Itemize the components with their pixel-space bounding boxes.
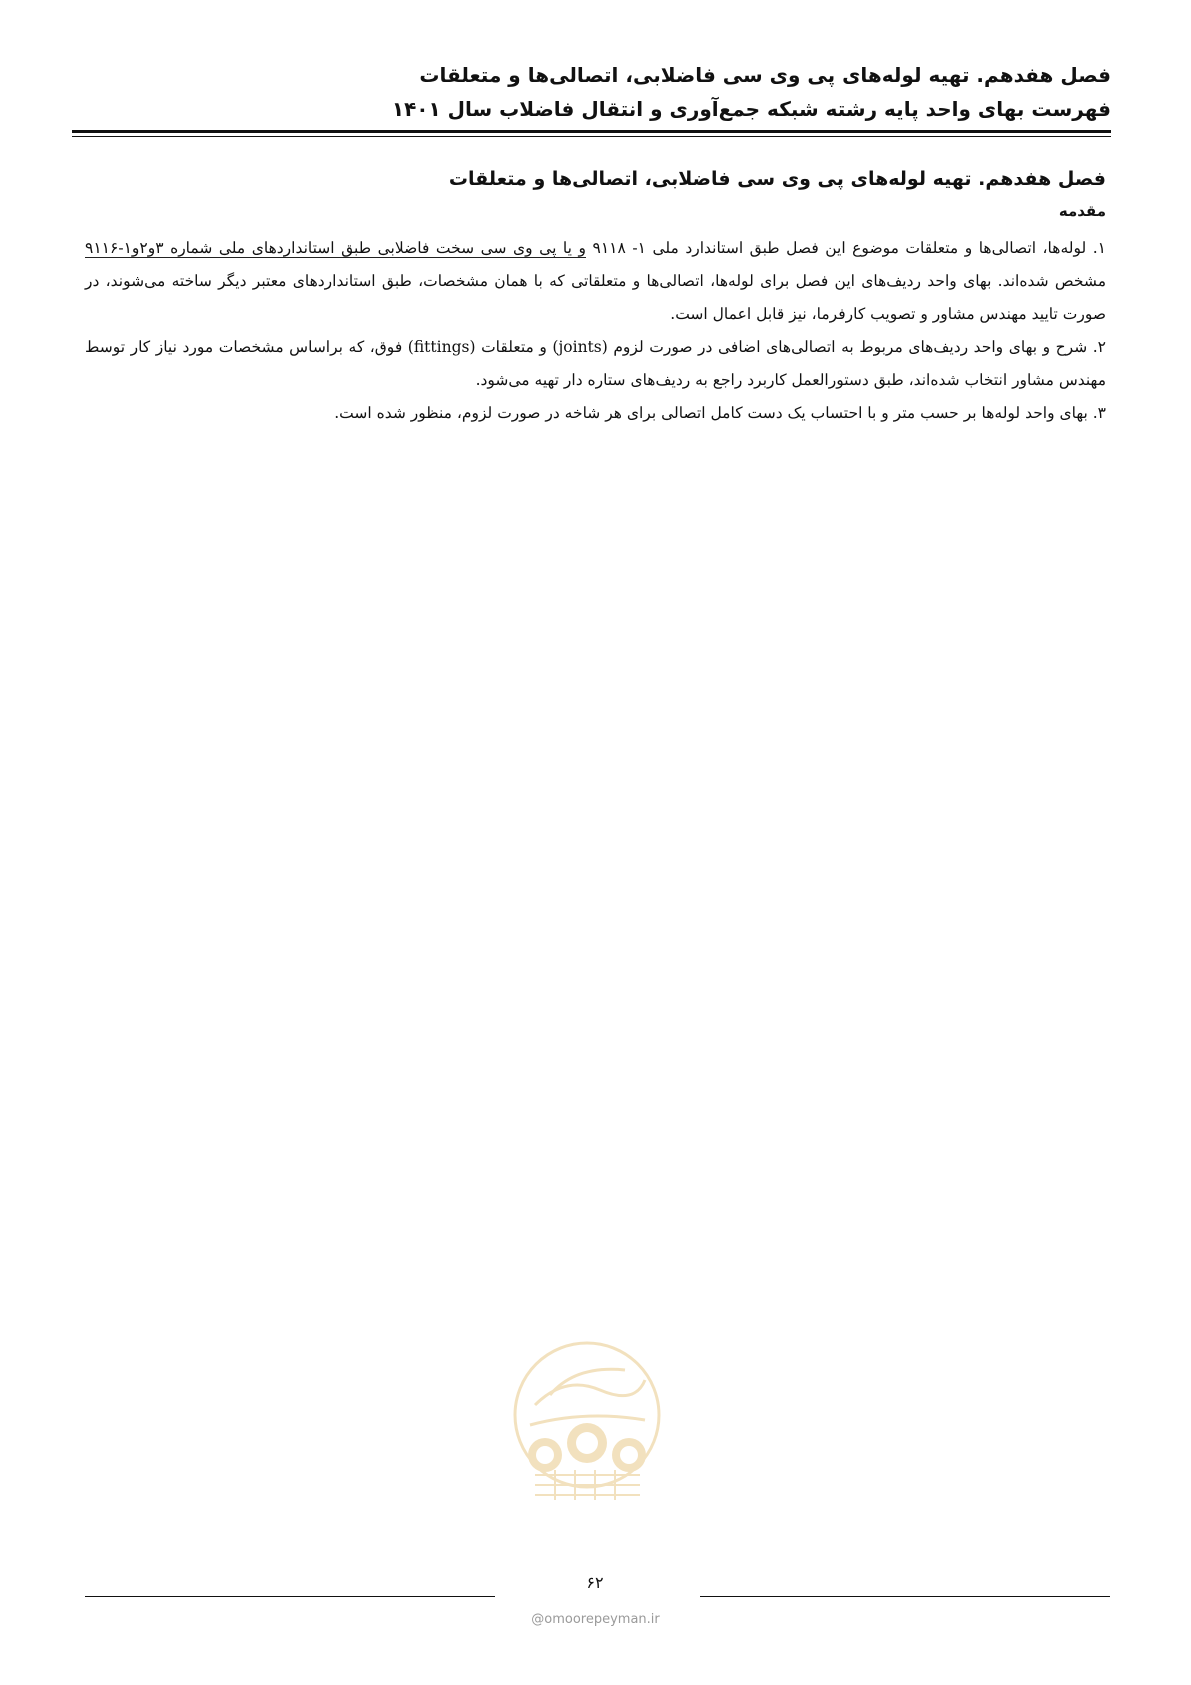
document-body xyxy=(85,162,1106,430)
paragraph-1-underlined: و یا پی وی سی سخت فاضلابی طبق استانداردهای ملی شماره ۳و۲و۱-۹۱۱۶ xyxy=(85,239,586,257)
site-credit: @omoorepeyman.ir xyxy=(531,1612,660,1627)
watermark-logo-icon xyxy=(505,1335,670,1505)
header-divider-thin xyxy=(72,136,1111,137)
subsection-title: مقدمه xyxy=(1058,202,1106,220)
footer-divider-left xyxy=(85,1596,495,1597)
header-document-title: فهرست بهای واحد پایه رشته شبکه جمع‌آوری و انتقال فاضلاب سال ۱۴۰۱ xyxy=(391,97,1111,121)
footer-divider-right xyxy=(700,1596,1110,1597)
paragraph-2: ۲. شرح و بهای واحد ردیف‌های مربوط به اتصالی‌های اضافی در صورت لزوم (joints) و متعلقات (fittings) فوق، که براساس مشخصات مورد نیاز کار توسط مهندس مشاور انتخاب شده‌اند، طبق دستورالعمل کاربرد راجع به ردیف‌های ستاره دار تهیه می‌شود. xyxy=(85,338,1106,389)
page-number: ۶۲ xyxy=(586,1573,604,1592)
page-header xyxy=(72,58,1111,126)
paragraph-1-part-c: مشخص شده‌اند. بهای واحد ردیف‌های این فصل برای لوله‌ها، اتصالی‌ها و متعلقاتی که با همان مشخصات، طبق استانداردهای معتبر دیگر ساخته می‌شوند، در صورت تایید مهندس مشاور و تصویب کارفرما، نیز قابل اعمال است. xyxy=(85,272,1106,323)
section-title: فصل هفدهم. تهیه لوله‌های پی وی سی فاضلابی، اتصالی‌ها و متعلقات xyxy=(448,168,1106,190)
header-divider-thick xyxy=(72,130,1111,133)
paragraph-1 xyxy=(85,232,1106,331)
paragraph-1-part-a: ۱. لوله‌ها، اتصالی‌ها و متعلقات موضوع این فصل طبق استاندارد ملی ۱- ۹۱۱۸ xyxy=(585,239,1106,257)
header-chapter-title: فصل هفدهم. تهیه لوله‌های پی وی سی فاضلابی، اتصالی‌ها و متعلقات xyxy=(419,63,1111,87)
paragraph-3: ۳. بهای واحد لوله‌ها بر حسب متر و با احتساب یک دست کامل اتصالی برای هر شاخه در صورت لزوم، منظور شده است. xyxy=(334,404,1106,422)
